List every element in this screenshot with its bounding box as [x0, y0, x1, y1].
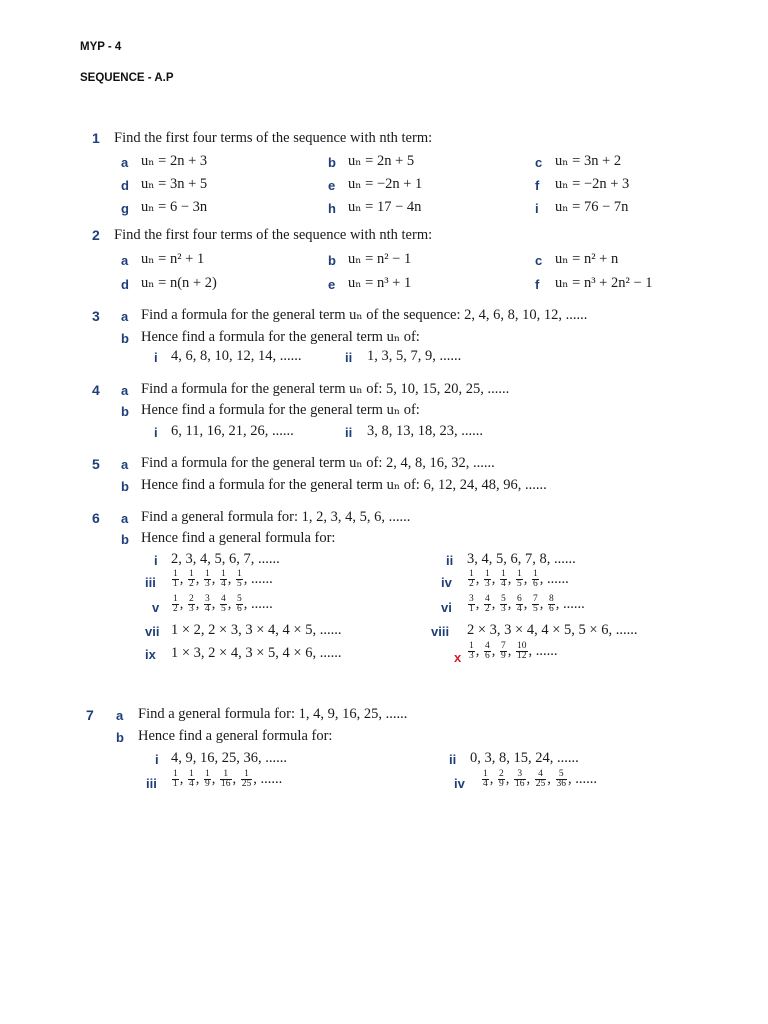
numerator: 1	[483, 769, 488, 779]
subpart-label: i	[154, 350, 158, 365]
part-expression: uₙ = 76 − 7n	[555, 199, 629, 215]
denominator: 3	[205, 579, 210, 589]
denominator: 9	[499, 779, 504, 789]
part-label: e	[328, 277, 336, 292]
part-expression: uₙ = 3n + 2	[555, 153, 622, 169]
subpart-label: vii	[145, 624, 160, 639]
subpart-text: 1, 3, 5, 7, 9, ......	[367, 348, 462, 364]
part-label: a	[121, 383, 129, 398]
numerator: 1	[189, 569, 194, 579]
numerator: 4	[485, 594, 490, 604]
denominator: 25	[241, 779, 252, 789]
fraction	[204, 770, 211, 789]
part-label: a	[121, 155, 129, 170]
part-expression: uₙ = −2n + 3	[555, 176, 630, 192]
numerator: 7	[501, 641, 506, 651]
subpart-text: 3, 8, 13, 18, 23, ......	[367, 423, 483, 439]
denominator: 2	[173, 604, 178, 614]
question-number: 7	[86, 707, 94, 723]
question-number: 6	[92, 510, 100, 526]
denominator: 5	[533, 604, 538, 614]
numerator: 3	[514, 770, 526, 780]
part-label: b	[328, 155, 336, 170]
ellipsis: ......	[251, 571, 273, 587]
fraction	[220, 570, 227, 589]
fraction	[535, 770, 547, 789]
fraction	[548, 595, 555, 614]
part-text: Hence find a formula for the general term uₙ of: 6, 12, 24, 48, 96, ......	[141, 477, 547, 493]
numerator: 1	[173, 594, 178, 604]
denominator: 5	[517, 579, 522, 589]
subpart-label: viii	[431, 624, 450, 639]
part-label: a	[121, 511, 129, 526]
question-number: 4	[92, 382, 100, 398]
subpart-text: 2 × 3, 3 × 4, 4 × 5, 5 × 6, ......	[467, 622, 638, 638]
denominator: 3	[469, 651, 474, 661]
fraction	[172, 595, 179, 614]
part-expression: uₙ = n(n + 2)	[141, 275, 217, 291]
denominator: 1	[469, 604, 474, 614]
fraction	[532, 570, 539, 589]
fraction	[468, 595, 475, 614]
numerator: 3	[469, 594, 474, 604]
subpart-text: 4, 9, 16, 25, 36, ......	[171, 750, 287, 766]
part-expression: uₙ = n² − 1	[348, 251, 412, 267]
subpart-label: iii	[146, 776, 157, 791]
part-expression: uₙ = n² + 1	[141, 251, 205, 267]
fraction	[498, 770, 505, 789]
part-label: b	[121, 479, 129, 494]
part-label: b	[121, 331, 129, 346]
part-expression: uₙ = 2n + 5	[348, 153, 415, 169]
fraction-sequence: $\frac{1}{1}$ , $\frac{1}{4}$ , $\frac{1}{9}$ , $\frac{1}{16}$ , $\frac{1}{25}$ , ......	[173, 769, 283, 789]
denominator: 3	[485, 579, 490, 589]
numerator: 8	[549, 594, 554, 604]
fraction	[468, 642, 475, 661]
numerator: 3	[205, 594, 210, 604]
ellipsis: ......	[535, 643, 558, 659]
fraction	[484, 595, 491, 614]
part-label: g	[121, 201, 129, 216]
subpart-text: 1 × 3, 2 × 4, 3 × 5, 4 × 6, ......	[171, 645, 342, 661]
subpart-text: 4, 6, 8, 10, 12, 14, ......	[171, 348, 302, 364]
subpart-label: vi	[441, 600, 452, 615]
subpart-label: ix	[145, 647, 156, 662]
denominator: 9	[501, 651, 506, 661]
fraction	[468, 570, 475, 589]
subpart-label: x	[454, 650, 462, 665]
subpart-label: ii	[446, 553, 454, 568]
denominator: 4	[221, 579, 226, 589]
part-label: i	[535, 201, 539, 216]
fraction-sequence: $\frac{1}{2}$ , $\frac{1}{3}$ , $\frac{1}{4}$ , $\frac{1}{5}$ , $\frac{1}{6}$ , ......	[469, 569, 569, 589]
denominator: 6	[237, 604, 242, 614]
part-label: a	[121, 457, 129, 472]
numerator: 4	[221, 594, 226, 604]
fraction	[484, 642, 491, 661]
part-text: Find a formula for the general term uₙ of: 2, 4, 8, 16, 32, ......	[141, 455, 495, 471]
denominator: 12	[517, 651, 527, 661]
subpart-label: iii	[145, 575, 156, 590]
subpart-text: 6, 11, 16, 21, 26, ......	[171, 423, 294, 439]
part-label: b	[328, 253, 336, 268]
denominator: 4	[189, 779, 194, 789]
fraction	[514, 770, 526, 789]
part-expression: uₙ = 2n + 3	[141, 153, 208, 169]
fraction	[236, 595, 243, 614]
fraction	[516, 642, 528, 661]
subpart-label: i	[154, 553, 158, 568]
fraction	[556, 770, 568, 789]
numerator: 1	[469, 569, 474, 579]
fraction	[532, 595, 539, 614]
fraction	[204, 570, 211, 589]
fraction	[500, 595, 507, 614]
denominator: 5	[221, 604, 226, 614]
part-label: b	[116, 730, 124, 745]
numerator: 1	[237, 569, 242, 579]
question-number: 3	[92, 308, 100, 324]
part-text: Find a formula for the general term uₙ of: 5, 10, 15, 20, 25, ......	[141, 381, 510, 397]
fraction	[204, 595, 211, 614]
numerator: 1	[533, 569, 538, 579]
fraction-sequence: $\frac{1}{1}$ , $\frac{1}{2}$ , $\frac{1}{3}$ , $\frac{1}{4}$ , $\frac{1}{5}$ , ......	[173, 569, 273, 589]
denominator: 2	[469, 579, 474, 589]
numerator: 5	[501, 594, 506, 604]
ellipsis: ......	[251, 596, 273, 612]
denominator: 3	[501, 604, 506, 614]
denominator: 2	[189, 579, 194, 589]
fraction	[188, 570, 195, 589]
question-stem: Find the first four terms of the sequence with nth term:	[114, 227, 433, 243]
numerator: 2	[499, 769, 504, 779]
topic-title: SEQUENCE - A.P	[80, 72, 174, 84]
denominator: 16	[515, 779, 525, 789]
fraction	[500, 642, 507, 661]
subpart-label: iv	[441, 575, 452, 590]
part-label: h	[328, 201, 336, 216]
denominator: 4	[517, 604, 522, 614]
numerator: 1	[485, 569, 490, 579]
denominator: 6	[485, 651, 490, 661]
fraction	[500, 570, 507, 589]
subpart-label: v	[152, 600, 160, 615]
part-label: f	[535, 178, 540, 193]
fraction	[172, 570, 179, 589]
question-number: 1	[92, 130, 100, 146]
fraction	[220, 595, 227, 614]
denominator: 16	[221, 779, 231, 789]
denominator: 4	[205, 604, 210, 614]
part-label: d	[121, 178, 129, 193]
subpart-text: 3, 4, 5, 6, 7, 8, ......	[467, 551, 576, 567]
fraction	[172, 770, 179, 789]
denominator: 25	[535, 779, 546, 789]
denominator: 5	[237, 579, 242, 589]
part-label: c	[535, 253, 543, 268]
part-expression: uₙ = n³ + 1	[348, 275, 412, 291]
numerator: 1	[205, 569, 210, 579]
part-label: e	[328, 178, 336, 193]
denominator: 36	[556, 779, 566, 789]
part-label: b	[121, 532, 129, 547]
part-label: c	[535, 155, 543, 170]
subpart-label: ii	[449, 752, 457, 767]
part-text: Find a formula for the general term uₙ of the sequence: 2, 4, 6, 8, 10, 12, ......	[141, 307, 588, 323]
part-text: Hence find a formula for the general term uₙ of:	[141, 329, 420, 345]
numerator: 1	[241, 770, 253, 780]
denominator: 9	[205, 779, 210, 789]
part-label: a	[121, 309, 129, 324]
part-label: d	[121, 277, 129, 292]
denominator: 6	[533, 579, 538, 589]
numerator: 1	[173, 769, 178, 779]
subpart-label: iv	[454, 776, 465, 791]
numerator: 1	[220, 770, 232, 780]
numerator: 1	[517, 569, 522, 579]
part-text: Hence find a general formula for:	[138, 728, 333, 744]
subpart-label: ii	[345, 425, 353, 440]
denominator: 1	[173, 779, 178, 789]
fraction	[484, 570, 491, 589]
part-label: b	[121, 404, 129, 419]
numerator: 6	[517, 594, 522, 604]
numerator: 4	[485, 641, 490, 651]
denominator: 2	[485, 604, 490, 614]
course-title: MYP - 4	[80, 41, 122, 53]
fraction	[236, 570, 243, 589]
fraction-sequence: $\frac{1}{3}$ , $\frac{4}{6}$ , $\frac{7}{9}$ , $\frac{10}{12}$ , ......	[469, 641, 558, 661]
part-text: Find a general formula for: 1, 4, 9, 16, 25, ......	[138, 706, 408, 722]
numerator: 7	[533, 594, 538, 604]
ellipsis: ......	[563, 596, 585, 612]
ellipsis: ......	[547, 571, 569, 587]
fraction	[220, 770, 232, 789]
fraction-sequence: $\frac{3}{1}$ , $\frac{4}{2}$ , $\frac{5}{3}$ , $\frac{6}{4}$ , $\frac{7}{5}$ , $\frac{8}{6}$ , ......	[469, 594, 585, 614]
numerator: 1	[469, 641, 474, 651]
fraction	[482, 770, 489, 789]
numerator: 4	[535, 770, 547, 780]
question-number: 5	[92, 456, 100, 472]
numerator: 2	[189, 594, 194, 604]
numerator: 1	[501, 569, 506, 579]
part-expression: uₙ = n² + n	[555, 251, 619, 267]
subpart-text: 1 × 2, 2 × 3, 3 × 4, 4 × 5, ......	[171, 622, 342, 638]
denominator: 4	[501, 579, 506, 589]
numerator: 1	[221, 569, 226, 579]
part-expression: uₙ = 6 − 3n	[141, 199, 208, 215]
denominator: 1	[173, 579, 178, 589]
part-expression: uₙ = −2n + 1	[348, 176, 423, 192]
numerator: 1	[205, 769, 210, 779]
subpart-text: 0, 3, 8, 15, 24, ......	[470, 750, 579, 766]
part-label: f	[535, 277, 540, 292]
denominator: 4	[483, 779, 488, 789]
subpart-label: ii	[345, 350, 353, 365]
subpart-text: 2, 3, 4, 5, 6, 7, ......	[171, 551, 280, 567]
question-number: 2	[92, 227, 100, 243]
part-text: Find a general formula for: 1, 2, 3, 4, 5, 6, ......	[141, 509, 411, 525]
question-stem: Find the first four terms of the sequence with nth term:	[114, 130, 433, 146]
part-text: Hence find a general formula for:	[141, 530, 336, 546]
subpart-label: i	[154, 425, 158, 440]
ellipsis: ......	[260, 771, 283, 787]
fraction	[188, 595, 195, 614]
numerator: 10	[517, 641, 527, 651]
denominator: 3	[189, 604, 194, 614]
fraction-sequence: $\frac{1}{4}$ , $\frac{2}{9}$ , $\frac{3}{16}$ , $\frac{4}{25}$ , $\frac{5}{36}$ , ......	[483, 769, 597, 789]
part-text: Hence find a formula for the general term uₙ of:	[141, 402, 420, 418]
part-expression: uₙ = 3n + 5	[141, 176, 208, 192]
part-label: a	[116, 708, 124, 723]
part-label: a	[121, 253, 129, 268]
fraction	[188, 770, 195, 789]
part-expression: uₙ = n³ + 2n² − 1	[555, 275, 653, 291]
fraction	[516, 570, 523, 589]
fraction-sequence: $\frac{1}{2}$ , $\frac{2}{3}$ , $\frac{3}{4}$ , $\frac{4}{5}$ , $\frac{5}{6}$ , ......	[173, 594, 273, 614]
numerator: 1	[173, 569, 178, 579]
part-expression: uₙ = 17 − 4n	[348, 199, 422, 215]
numerator: 1	[189, 769, 194, 779]
numerator: 5	[556, 770, 568, 780]
ellipsis: ......	[575, 771, 597, 787]
fraction	[516, 595, 523, 614]
subpart-label: i	[155, 752, 159, 767]
denominator: 6	[549, 604, 554, 614]
numerator: 5	[237, 594, 242, 604]
fraction	[241, 770, 253, 789]
